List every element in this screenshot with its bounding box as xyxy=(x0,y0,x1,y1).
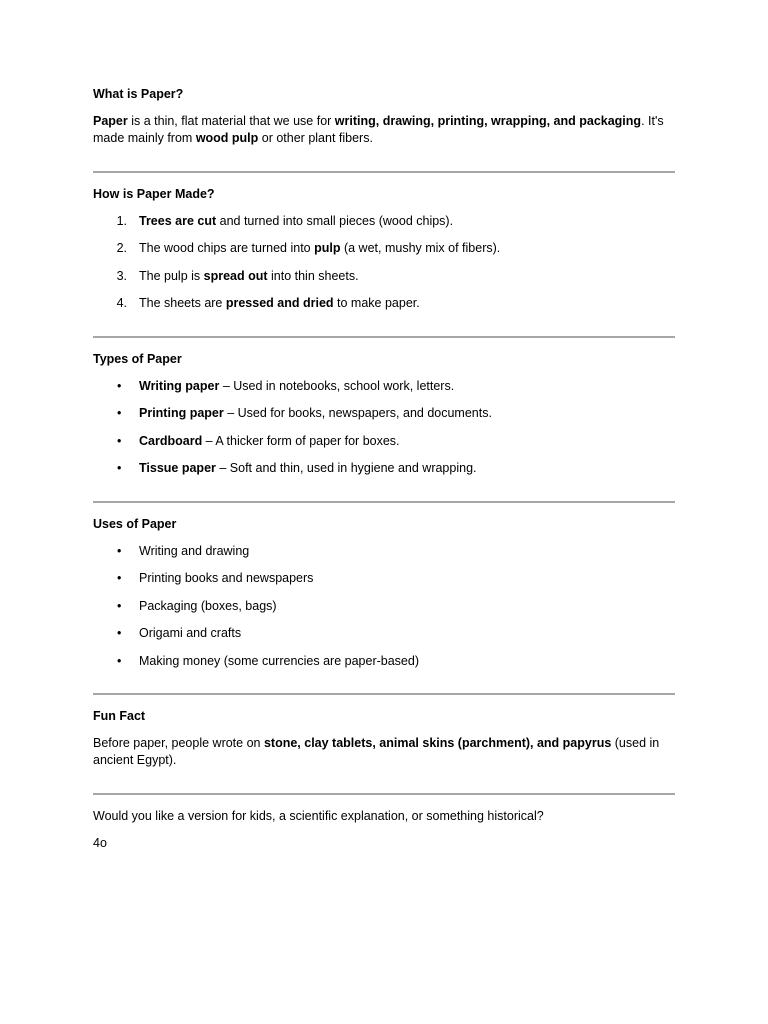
plain-text: into thin sheets. xyxy=(267,268,359,283)
horizontal-rule xyxy=(93,501,675,503)
list-item-text xyxy=(139,213,675,230)
plain-text: – Used for books, newspapers, and documents. xyxy=(223,406,492,420)
bold-text: Paper xyxy=(93,114,128,128)
section-heading: How is Paper Made? xyxy=(93,186,215,201)
plain-text: (used in ancient Egypt). xyxy=(93,736,660,767)
plain-text: is a thin, flat material that we use for xyxy=(127,114,335,128)
section-heading: Fun Fact xyxy=(93,709,146,723)
bullet-icon: • xyxy=(117,406,122,420)
list-item xyxy=(93,405,675,422)
bullet-icon: • xyxy=(117,598,122,613)
list-number: 1. xyxy=(116,213,127,228)
bullet-icon: • xyxy=(117,626,122,640)
list-number: 4. xyxy=(116,296,127,310)
plain-text: . It's made mainly from xyxy=(93,114,664,145)
section-fun-fact xyxy=(93,708,675,780)
bold-text: Tissue paper xyxy=(139,461,216,475)
list-item xyxy=(93,598,675,615)
document-body xyxy=(93,86,675,863)
bold-text: writing, drawing, printing, wrapping, and packaging xyxy=(334,114,642,128)
section-paragraph xyxy=(93,735,675,769)
plain-text: – A thicker form of paper for boxes. xyxy=(202,433,400,448)
section-types-of-paper xyxy=(93,351,675,488)
list-item-text xyxy=(139,378,675,395)
list-item xyxy=(93,213,675,230)
section-how-paper-is-made xyxy=(93,186,675,323)
list-item xyxy=(93,460,675,477)
section-what-is-paper xyxy=(93,86,675,158)
plain-text: or other plant fibers. xyxy=(258,131,373,145)
numbered-list xyxy=(93,213,675,313)
section-follow-up xyxy=(93,808,675,863)
bold-text: Writing paper xyxy=(139,378,220,393)
section-heading: Types of Paper xyxy=(93,351,182,366)
list-item xyxy=(93,625,675,642)
bold-text: Trees are cut xyxy=(139,213,217,228)
list-item xyxy=(93,240,675,257)
bullet-icon: • xyxy=(117,378,122,393)
list-item-text xyxy=(139,268,675,285)
bullet-list xyxy=(93,378,675,478)
section-heading: What is Paper? xyxy=(93,87,184,101)
list-item xyxy=(93,268,675,285)
bold-text: spread out xyxy=(203,268,268,283)
plain-text: Before paper, people wrote on xyxy=(93,736,264,750)
plain-text: The pulp is xyxy=(139,268,204,283)
list-item xyxy=(93,570,675,587)
bullet-icon: • xyxy=(117,461,122,475)
list-item-text xyxy=(139,405,675,422)
bullet-list xyxy=(93,543,675,670)
bold-text: Cardboard xyxy=(139,433,203,448)
horizontal-rule xyxy=(93,336,675,338)
bold-text: wood pulp xyxy=(195,131,259,145)
bullet-icon: • xyxy=(117,653,122,668)
plain-text: The sheets are xyxy=(139,296,226,310)
bold-text: stone, clay tablets, animal skins (parchment), and papyrus xyxy=(263,736,612,750)
horizontal-rule xyxy=(93,793,675,795)
list-item-text xyxy=(139,460,675,477)
list-item xyxy=(93,378,675,395)
list-item xyxy=(93,653,675,670)
list-item-text xyxy=(139,433,675,450)
plain-text: and turned into small pieces (wood chips). xyxy=(216,213,454,228)
bullet-icon: • xyxy=(117,543,122,558)
bold-text: pulp xyxy=(314,241,341,255)
plain-text: The wood chips are turned into xyxy=(139,241,315,255)
list-number: 2. xyxy=(116,241,127,255)
plain-text: – Used in notebooks, school work, letters. xyxy=(219,378,455,393)
list-item-text: Writing and drawing xyxy=(139,543,250,558)
list-item-text: Making money (some currencies are paper-based) xyxy=(139,653,419,668)
list-item xyxy=(93,295,675,312)
bold-text: Printing paper xyxy=(139,406,224,420)
section-uses-of-paper xyxy=(93,516,675,681)
bold-text: pressed and dried xyxy=(225,296,334,310)
plain-text: (a wet, mushy mix of fibers). xyxy=(340,241,501,255)
list-item-text xyxy=(139,295,675,312)
list-number: 3. xyxy=(116,268,127,283)
section-heading: Uses of Paper xyxy=(93,516,177,531)
follow-up-question: Would you like a version for kids, a scientific explanation, or something historical? xyxy=(93,808,544,823)
horizontal-rule xyxy=(93,171,675,173)
list-item-text: Packaging (boxes, bags) xyxy=(139,598,277,613)
model-label: 4o xyxy=(93,836,107,850)
horizontal-rule xyxy=(93,693,675,695)
list-item xyxy=(93,543,675,560)
bullet-icon: • xyxy=(117,433,122,448)
list-item-text: Origami and crafts xyxy=(139,626,242,640)
plain-text: to make paper. xyxy=(333,296,420,310)
section-paragraph xyxy=(93,113,675,147)
list-item-text xyxy=(139,240,675,257)
bullet-icon: • xyxy=(117,571,122,585)
list-item-text: Printing books and newspapers xyxy=(139,571,314,585)
list-item xyxy=(93,433,675,450)
plain-text: – Soft and thin, used in hygiene and wrapping. xyxy=(215,461,477,475)
